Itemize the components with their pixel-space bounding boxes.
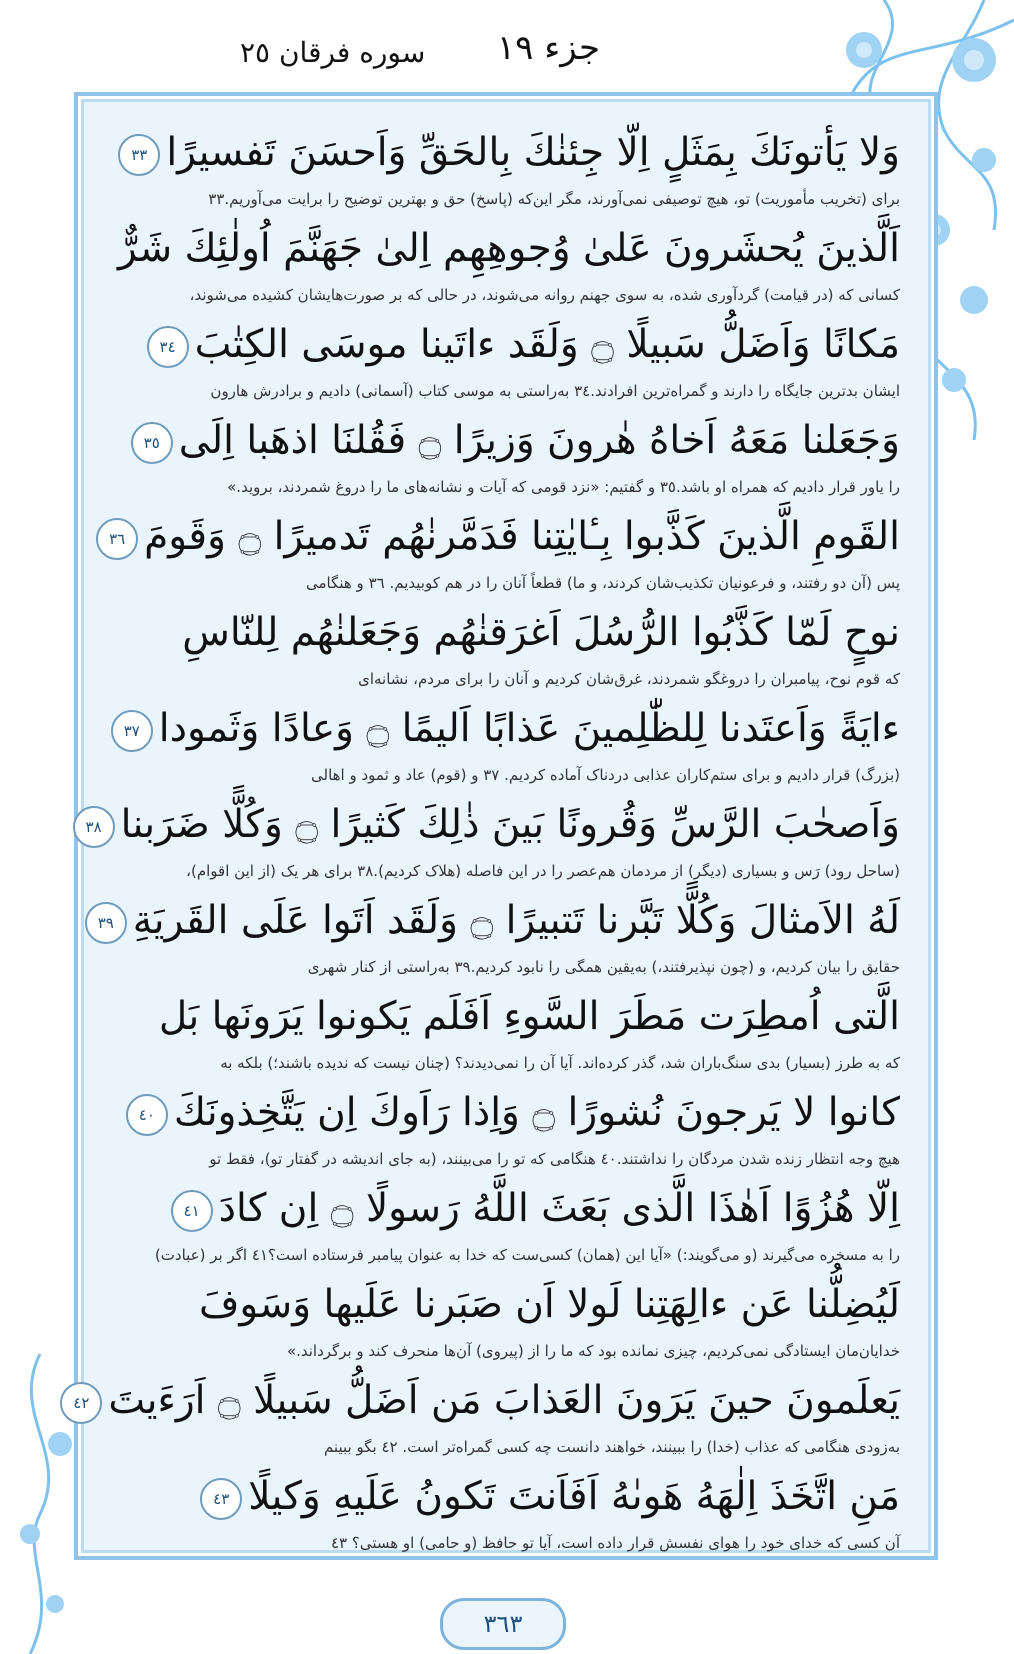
translation-line: هیچ وجه انتظار زنده شدن مردگان را نداشتند.٤٠ هنگامی که تو را می‌بینند، (به جای اندیشه در گفتار تو)، فقط تو bbox=[209, 1150, 900, 1168]
verse-number-marker: ٤٣ bbox=[200, 1478, 242, 1520]
translation-line: که قوم نوح، پیامبران را دروغگو شمردند، غرق‌شان کردیم و آنان را برای مردم، نشانه‌ای bbox=[358, 670, 900, 688]
arabic-text: يَعلَمونَ حينَ يَرَونَ العَذابَ مَن اَضَلُّ سَبيلًا ۝ اَرَءَيتَ bbox=[108, 1378, 900, 1423]
verse-number-marker: ٣٤ bbox=[147, 326, 189, 368]
translation-line: خدایان‌مان ایستادگی نمی‌کردیم، چیزی نمانده بود که ما را از (پیروی) آن‌ها منحرف کند و برگرداند.» bbox=[286, 1342, 900, 1360]
translation-line: که به طرز (بسیار) بدی سنگ‌باران شد، گذر کرده‌اند. آیا آن را نمی‌دیدند؟ (چنان نیست که ندیده باشند؛) بلکه به bbox=[220, 1054, 900, 1072]
verse-line bbox=[110, 502, 900, 572]
arabic-text: مَكانًا وَاَضَلُّ سَبيلًا ۝ وَلَقَد ءاتَينا موسَى الكِتٰبَ bbox=[194, 322, 900, 367]
page-number: ٣٦٣ bbox=[440, 1598, 566, 1650]
verse-number-marker: ٤١ bbox=[171, 1190, 213, 1232]
translation-line: پس (آن دو رفتند، و فرعونیان تکذیب‌شان کردند، و ما) قطعاً آنان را در هم کوبیدیم. ٣٦ و هنگامی bbox=[305, 574, 900, 592]
translation-line: به‌زودی هنگامی که عذاب (خدا) را ببینند، خواهند دانست چه کسی گمراه‌تر است. ٤٢ بگو ببینم bbox=[323, 1438, 900, 1456]
verse-number-marker: ٣٥ bbox=[131, 422, 173, 464]
verse-line bbox=[110, 1462, 900, 1532]
arabic-text: لَهُ الاَمثالَ وَكُلًّا تَبَّرنا تَتبيرًا ۝ وَلَقَد اَتَوا عَلَى القَريَةِ bbox=[132, 898, 900, 943]
verse-line bbox=[85, 790, 900, 860]
arabic-text: نوحٍ لَمّا كَذَّبُوا الرُّسُلَ اَغرَقنٰهُم وَجَعَلنٰهُم لِلنّاسِ bbox=[182, 610, 900, 655]
verse-line bbox=[110, 406, 900, 476]
verse-number-marker: ٣٩ bbox=[85, 902, 127, 944]
arabic-text: ءايَةً وَاَعتَدنا لِلظّٰلِمينَ عَذابًا اَليمًا ۝ وَعادًا وَثَمودا bbox=[158, 706, 900, 751]
arabic-text: الَّتى اُمطِرَت مَطَرَ السَّوءِ اَفَلَم يَكونوا يَرَونَها بَل bbox=[158, 994, 900, 1039]
translation-line: ایشان بدترین جایگاه را دارند و گمراه‌ترین افرادند.٣٤ به‌راستی به موسی کتاب (آسمانی) دادیم و برادرش هارون bbox=[210, 382, 900, 400]
translation-line: را به مسخره می‌گیرند (و می‌گویند:) «آیا این (همان) کسی‌ست که خدا به عنوان پیامبر فرستاده است؟٤١ اگر بر (عبادت) bbox=[154, 1246, 900, 1264]
verse-number-marker: ٣٦ bbox=[96, 518, 138, 560]
verse-line bbox=[110, 694, 900, 764]
verse-line bbox=[110, 1174, 900, 1244]
arabic-text: وَجَعَلنا مَعَهُ اَخاهُ هٰرونَ وَزيرًا ۝ فَقُلنَا اذهَبا اِلَى bbox=[178, 418, 900, 463]
arabic-text: لَيُضِلُّنا عَن ءالِهَتِنا لَولا اَن صَبَرنا عَلَيها وَسَوفَ bbox=[198, 1282, 900, 1327]
arabic-text: اَلَّذينَ يُحشَرونَ عَلىٰ وُجوهِهِم اِلىٰ جَهَنَّمَ اُولٰئِكَ شَرٌّ bbox=[117, 226, 900, 271]
translation-line: (بزرگ) قرار دادیم و برای ستم‌کاران عذابی دردناک آماده کردیم. ٣٧ و (قوم) عاد و ثمود و اهالی bbox=[311, 766, 900, 784]
verse-number-marker: ٣٣ bbox=[118, 134, 160, 176]
verse-line bbox=[73, 1366, 900, 1436]
translation-line: کسانی که (در قیامت) گردآوری شده، به سوی جهنم روانه می‌شوند، در حالی که بر صورت‌هایشان کشیده می‌شوند، bbox=[189, 286, 900, 304]
surah-label: سوره فرقان ٢٥ bbox=[240, 36, 426, 69]
verse-line bbox=[97, 886, 900, 956]
translation-line: برای (تخریب مأموریت) تو، هیچ توصیفی نمی‌آورند، مگر این‌که (پاسخ) حق و بهترین توضیح را برایت می‌آوریم.٣٣ bbox=[208, 190, 900, 208]
translation-line: آن کسی که خدای خود را هوای نفسش قرار داده است، آیا تو حافظ (و حامی) او هستی؟ ٤٣ bbox=[330, 1534, 900, 1552]
verse-line bbox=[110, 982, 900, 1052]
translation-line: حقایق را بیان کردیم، و (چون نپذیرفتند،) به‌یقین همگی را نابود کردیم.٣٩ به‌راستی از کنار شهری bbox=[307, 958, 900, 976]
arabic-text: مَنِ اتَّخَذَ اِلٰهَهُ هَوىٰهُ اَفَاَنتَ تَكونُ عَلَيهِ وَكيلًا bbox=[248, 1474, 900, 1519]
translation-line: (ساحل رود) رَس و بسیاری (دیگر) از مردمان هم‌عصر را در این فاصله (هلاک کردیم).٣٨ برای هر یک (از این اقوام)، bbox=[186, 862, 900, 880]
arabic-text: القَومِ الَّذينَ كَذَّبوا بِـٔايٰتِنا فَدَمَّرنٰهُم تَدميرًا ۝ وَقَومَ bbox=[144, 514, 900, 559]
verse-number-marker: ٣٧ bbox=[111, 710, 153, 752]
arabic-text: وَاَصحٰبَ الرَّسِّ وَقُرونًا بَينَ ذٰلِكَ كَثيرًا ۝ وَكُلًّا ضَرَبنا bbox=[120, 802, 900, 847]
verse-number-marker: ٤٠ bbox=[126, 1094, 168, 1136]
verse-line bbox=[110, 310, 900, 380]
verse-number-marker: ٤٢ bbox=[60, 1382, 102, 1424]
verse-line bbox=[110, 118, 900, 188]
verse-line bbox=[110, 214, 900, 284]
verse-line bbox=[110, 598, 900, 668]
page-header bbox=[240, 28, 600, 78]
arabic-text: كانوا لا يَرجونَ نُشورًا ۝ وَاِذا رَاَوكَ اِن يَتَّخِذونَكَ bbox=[173, 1090, 900, 1135]
verse-line bbox=[110, 1078, 900, 1148]
translation-line: را یاور قرار دادیم که همراه او باشد.٣٥ و گفتیم: «نزد قومی که آیات و نشانه‌های ما را دروغ شمردند، بروید.» bbox=[227, 478, 900, 496]
juz-label: جزء ١٩ bbox=[496, 28, 600, 68]
verse-line bbox=[110, 1270, 900, 1340]
quran-text-block bbox=[73, 118, 900, 1552]
verse-number-marker: ٣٨ bbox=[73, 806, 115, 848]
arabic-text: اِلّا هُزُوًا اَهٰذَا الَّذى بَعَثَ اللَّهُ رَسولًا ۝ اِن كادَ bbox=[218, 1186, 900, 1231]
arabic-text: وَلا يَأتونَكَ بِمَثَلٍ اِلّا جِئنٰكَ بِالحَقِّ وَاَحسَنَ تَفسيرًا bbox=[166, 130, 900, 175]
